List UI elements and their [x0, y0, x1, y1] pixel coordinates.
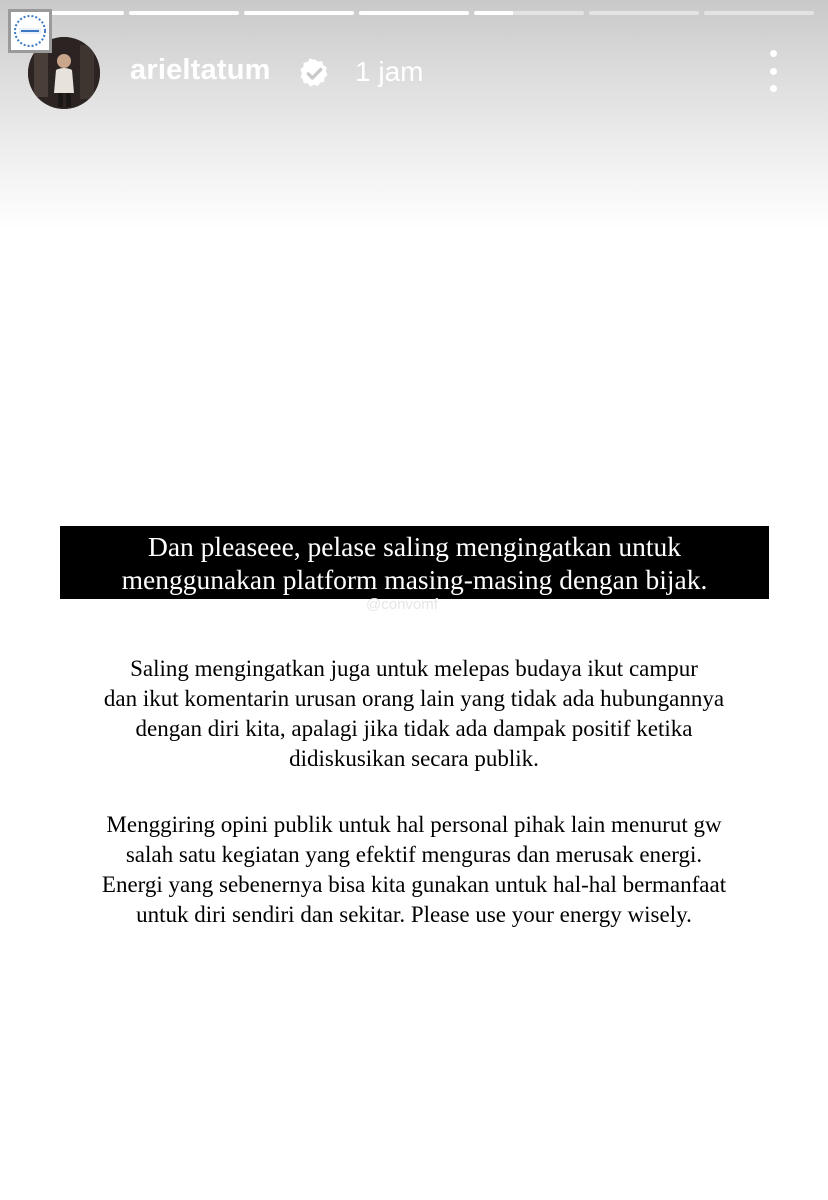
menu-dot: [770, 50, 777, 57]
paragraph-line: salah satu kegiatan yang efektif menguras dan merusak energi.: [125, 842, 703, 867]
menu-dot: [770, 68, 777, 75]
watermark-tag: @convomf: [366, 596, 438, 613]
story-timestamp: 1 jam: [355, 56, 424, 87]
banner-line: Dan pleaseee, pelase saling mengingatkan untuk: [147, 531, 681, 562]
watermark-logo-icon: [8, 9, 52, 53]
story-progress-fill: [359, 11, 469, 15]
story-progress-segment: [474, 11, 584, 15]
highlight-banner: [60, 526, 769, 599]
story-progress-segment: [244, 11, 354, 15]
verified-badge-icon: [298, 57, 331, 90]
paragraph-line: Menggiring opini publik untuk hal personal pihak lain menurut gw: [106, 812, 722, 837]
story-progress-segment: [129, 11, 239, 15]
paragraph-line: dengan diri kita, apalagi jika tidak ada dampak positif ketika: [135, 716, 693, 741]
story-progress-fill: [129, 11, 239, 15]
menu-dot: [770, 85, 777, 92]
story-progress-segment: [704, 11, 814, 15]
paragraph-line: Energi yang sebenernya bisa kita gunakan untuk hal-hal bermanfaat: [101, 872, 727, 897]
story-progress-bar: [14, 11, 814, 15]
paragraph-line: didiskusikan secara publik.: [289, 746, 539, 771]
paragraph-line: untuk diri sendiri dan sekitar. Please use your energy wisely.: [136, 902, 692, 927]
header-gradient: [0, 0, 828, 230]
story-progress-segment: [359, 11, 469, 15]
paragraph-line: dan ikut komentarin urusan orang lain yang tidak ada hubungannya: [103, 686, 725, 711]
story-progress-fill: [244, 11, 354, 15]
paragraph-1: [24, 654, 804, 774]
story-progress-segment: [589, 11, 699, 15]
paragraph-2: [24, 810, 804, 930]
story-progress-fill: [474, 11, 513, 15]
more-vertical-icon[interactable]: [754, 50, 792, 92]
banner-line: menggunakan platform masing-masing dengan bijak.: [121, 564, 708, 595]
story-username[interactable]: arieltatum: [130, 54, 271, 86]
paragraph-line: Saling mengingatkan juga untuk melepas budaya ikut campur: [130, 656, 698, 681]
